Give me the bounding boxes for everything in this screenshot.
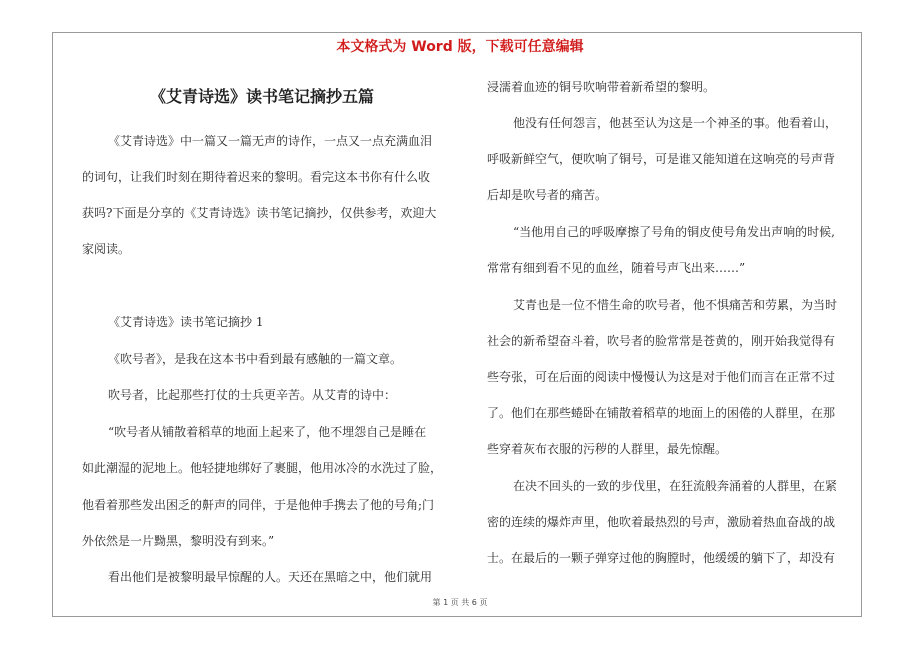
paragraph-line: 外依然是一片黝黑，黎明没有到来。” bbox=[82, 534, 275, 548]
paragraph-line: 如此潮湿的泥地上。他轻捷地绑好了裹腿，他用冰冷的水洗过了脸， bbox=[82, 461, 443, 475]
section-heading: 《艾青诗选》读书笔记摘抄 1 bbox=[108, 315, 264, 329]
paragraph-line: 在决不回头的一致的步伐里，在狂流般奔涌着的人群里，在紧 bbox=[513, 479, 838, 493]
paragraph-line: 《吹号者》，是我在这本书中看到最有感触的一篇文章。 bbox=[108, 352, 403, 366]
paragraph-line: 社会的新希望奋斗着，吹号者的脸常常是苍黄的，刚开始我觉得有 bbox=[487, 334, 836, 348]
edit-banner: 本文格式为 Word 版，下载可任意编辑 bbox=[336, 39, 584, 55]
paragraph-line: 后却是吹号者的痛苦。 bbox=[487, 188, 608, 202]
paragraph-line: 的词句，让我们时刻在期待着迟来的黎明。看完这本书你有什么收 bbox=[82, 170, 431, 184]
paragraph-line: 他没有任何怨言，他甚至认为这是一个神圣的事。他看着山， bbox=[513, 116, 838, 130]
paragraph-line: 艾青也是一位不惜生命的吹号者，他不惧痛苦和劳累，为当时 bbox=[513, 298, 838, 312]
paragraph-line: “当他用自己的呼吸摩擦了号角的铜皮使号角发出声响的时候, bbox=[513, 225, 835, 239]
paragraph-line: “吹号者从铺散着稻草的地面上起来了，他不埋怨自己是睡在 bbox=[108, 425, 427, 439]
paragraph-line: 密的连续的爆炸声里，他吹着最热烈的号声，激励着热血奋战的战 bbox=[487, 515, 836, 529]
paragraph-line: 呼吸新鲜空气，便吹响了铜号，可是谁又能知道在这响亮的号声背 bbox=[487, 152, 836, 166]
paragraph-line: 了。他们在那些蜷卧在铺散着稻草的地面上的困倦的人群里，在那 bbox=[487, 406, 836, 420]
document-title: 《艾青诗选》读书笔记摘抄五篇 bbox=[150, 87, 375, 106]
paragraph-line: 常常有细到看不见的血丝，随着号声飞出来……” bbox=[487, 261, 746, 275]
paragraph-line: 获吗?下面是分享的《艾青诗选》读书笔记摘抄，仅供参考，欢迎大 bbox=[82, 206, 437, 220]
paragraph-line: 些夸张，可在后面的阅读中慢慢认为这是对于他们而言在正常不过 bbox=[487, 370, 836, 384]
paragraph-line: 《艾青诗选》中一篇又一篇无声的诗作，一点又一点充满血泪 bbox=[108, 134, 433, 148]
paragraph-line: 浸濡着血迹的铜号吹响带着新希望的黎明。 bbox=[487, 80, 716, 94]
paragraph-line: 家阅读。 bbox=[82, 242, 131, 256]
paragraph-line: 些穿着灰布衣服的污秽的人群里，最先惊醒。 bbox=[487, 442, 728, 456]
paragraph-line: 士。在最后的一颗子弹穿过他的胸膛时，他缓缓的躺下了，却没有 bbox=[487, 551, 836, 565]
paragraph-line: 看出他们是被黎明最早惊醒的人。天还在黑暗之中，他们就用 bbox=[108, 570, 433, 584]
paragraph-line: 他看着那些发出困乏的鼾声的同伴，于是他伸手携去了他的号角;门 bbox=[82, 498, 435, 512]
paragraph-line: 吹号者，比起那些打仗的士兵更辛苦。从艾青的诗中： bbox=[108, 388, 397, 402]
page-number: 第 1 页 共 6 页 bbox=[432, 598, 488, 607]
